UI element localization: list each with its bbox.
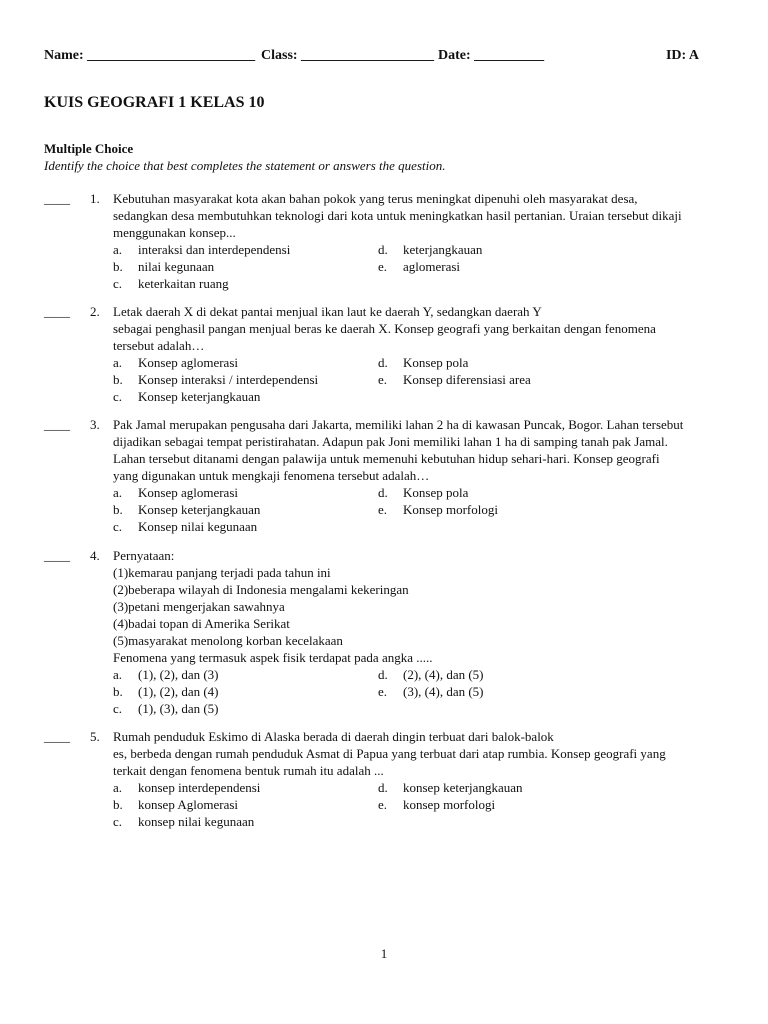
question-number: 5.: [90, 729, 100, 744]
choice-text: (1), (2), dan (4): [138, 684, 219, 699]
question-line: Pernyataan:: [113, 548, 175, 563]
choice-text: (1), (3), dan (5): [138, 701, 219, 716]
choice-c[interactable]: [113, 275, 229, 292]
choice-text: Konsep aglomerasi: [138, 355, 239, 370]
choice-letter: b.: [113, 259, 123, 274]
choice-letter: b.: [113, 502, 123, 517]
question-line: sebagai penghasil pangan menjual beras ke daerah X. Konsep geografi yang berkaitan dengan fenomena: [113, 321, 656, 336]
choice-b[interactable]: [113, 258, 214, 275]
choice-d[interactable]: [378, 666, 484, 683]
question-line: Lahan tersebut ditanami dengan palawija untuk memenuhi kebutuhan hidup sehari-hari. Konsep geografi: [113, 451, 660, 466]
page-title: KUIS GEOGRAFI 1 KELAS 10: [44, 94, 265, 111]
question-3: [44, 416, 724, 535]
answer-blank[interactable]: ____: [44, 304, 70, 319]
question-text: [113, 190, 724, 241]
question-line: Pak Jamal merupakan pengusaha dari Jakarta, memiliki lahan 2 ha di kawasan Puncak, Bogor. Lahan tersebut: [113, 417, 684, 432]
choice-text: konsep morfologi: [403, 797, 496, 812]
choice-letter: a.: [113, 242, 123, 257]
choice-a[interactable]: [113, 666, 219, 683]
question-line: terkait dengan fenomena bentuk rumah itu adalah ...: [113, 763, 384, 778]
date-field: Date: __________: [438, 48, 545, 63]
choice-text: konsep nilai kegunaan: [138, 814, 255, 829]
choice-a[interactable]: [113, 779, 260, 796]
question-line: Fenomena yang termasuk aspek fisik terdapat pada angka .....: [113, 650, 433, 665]
question-2: [44, 303, 724, 405]
question-number: 4.: [90, 548, 100, 563]
choice-text: konsep keterjangkauan: [403, 780, 523, 795]
choice-letter: b.: [113, 797, 123, 812]
question-number: 2.: [90, 304, 100, 319]
choice-letter: a.: [113, 667, 123, 682]
choice-letter: c.: [113, 814, 123, 829]
answer-blank[interactable]: ____: [44, 548, 70, 563]
question-line: es, berbeda dengan rumah penduduk Asmat di Papua yang terbuat dari atap rumbia. Konsep geografi yang: [113, 746, 666, 761]
choice-list: [113, 241, 724, 292]
question-number: 3.: [90, 417, 100, 432]
choice-text: (3), (4), dan (5): [403, 684, 484, 699]
choice-text: (2), (4), dan (5): [403, 667, 484, 682]
choice-e[interactable]: [378, 501, 498, 518]
choice-letter: c.: [113, 519, 123, 534]
question-line: (2)beberapa wilayah di Indonesia mengalami kekeringan: [113, 582, 409, 597]
question-line: yang digunakan untuk mengkaji fenomena tersebut adalah…: [113, 468, 430, 483]
question-line: sedangkan desa membutuhkan teknologi dari kota untuk meningkatkan hasil pertanian. Uraian tersebut dikaji: [113, 208, 682, 223]
question-line: (5)masyarakat menolong korban kecelakaan: [113, 633, 343, 648]
choice-letter: e.: [378, 684, 388, 699]
choice-c[interactable]: [113, 388, 260, 405]
choice-b[interactable]: [113, 501, 260, 518]
id-label: ID: A: [665, 48, 699, 63]
choice-text: Konsep aglomerasi: [138, 485, 239, 500]
choice-a[interactable]: [113, 241, 290, 258]
class-field: Class: ___________________: [261, 48, 435, 63]
choice-list: [113, 779, 724, 830]
choice-letter: b.: [113, 372, 123, 387]
choice-text: (1), (2), dan (3): [138, 667, 219, 682]
choice-letter: e.: [378, 797, 388, 812]
choice-letter: d.: [378, 667, 388, 682]
question-line: menggunakan konsep...: [113, 225, 236, 240]
choice-e[interactable]: [378, 258, 460, 275]
question-line: (4)badai topan di Amerika Serikat: [113, 616, 290, 631]
choice-a[interactable]: [113, 354, 238, 371]
choice-letter: d.: [378, 355, 388, 370]
choice-letter: e.: [378, 502, 388, 517]
name-field: Name: ________________________: [44, 48, 256, 63]
choice-letter: e.: [378, 259, 388, 274]
choice-text: Konsep keterjangkauan: [138, 502, 261, 517]
choice-text: keterjangkauan: [403, 242, 483, 257]
choice-letter: c.: [113, 389, 123, 404]
question-text: [113, 303, 724, 354]
choice-letter: d.: [378, 485, 388, 500]
choice-b[interactable]: [113, 371, 318, 388]
choice-letter: d.: [378, 780, 388, 795]
choice-b[interactable]: [113, 683, 219, 700]
choice-d[interactable]: [378, 241, 482, 258]
choice-text: Konsep diferensiasi area: [403, 372, 531, 387]
question-number: 1.: [90, 191, 100, 206]
choice-a[interactable]: [113, 484, 238, 501]
choice-letter: a.: [113, 780, 123, 795]
choice-b[interactable]: [113, 796, 238, 813]
choice-letter: b.: [113, 684, 123, 699]
choice-letter: c.: [113, 276, 123, 291]
choice-text: keterkaitan ruang: [138, 276, 229, 291]
choice-letter: a.: [113, 485, 123, 500]
question-line: dijadikan sebagai tempat peristirahatan. Adapun pak Joni memiliki lahan 1 ha di samping tanah pak Jamal.: [113, 434, 668, 449]
choice-c[interactable]: [113, 518, 257, 535]
choice-e[interactable]: [378, 683, 484, 700]
answer-blank[interactable]: ____: [44, 191, 70, 206]
choice-list: [113, 484, 724, 535]
choice-text: Konsep keterjangkauan: [138, 389, 261, 404]
question-line: (3)petani mengerjakan sawahnya: [113, 599, 285, 614]
choice-text: Konsep nilai kegunaan: [138, 519, 258, 534]
choice-c[interactable]: [113, 700, 219, 717]
choice-d[interactable]: [378, 484, 468, 501]
choice-text: interaksi dan interdependensi: [138, 242, 291, 257]
question-line: Letak daerah X di dekat pantai menjual ikan laut ke daerah Y, sedangkan daerah Y: [113, 304, 542, 319]
choice-letter: d.: [378, 242, 388, 257]
choice-text: Konsep morfologi: [403, 502, 498, 517]
question-5: [44, 728, 724, 830]
page-number: 1: [380, 946, 388, 961]
choice-text: konsep Aglomerasi: [138, 797, 239, 812]
choice-d[interactable]: [378, 779, 522, 796]
choice-text: Konsep pola: [403, 355, 469, 370]
choice-d[interactable]: [378, 354, 468, 371]
choice-list: [113, 666, 724, 717]
choice-letter: c.: [113, 701, 123, 716]
choice-text: konsep interdependensi: [138, 780, 261, 795]
choice-letter: a.: [113, 355, 123, 370]
choice-c[interactable]: [113, 813, 254, 830]
header: [44, 47, 724, 65]
choice-text: nilai kegunaan: [138, 259, 215, 274]
question-1: [44, 190, 724, 292]
question-line: tersebut adalah…: [113, 338, 205, 353]
question-text: [113, 728, 724, 779]
question-line: Rumah penduduk Eskimo di Alaska berada di daerah dingin terbuat dari balok-balok: [113, 729, 554, 744]
choice-text: Konsep interaksi / interdependensi: [138, 372, 319, 387]
choice-text: Konsep pola: [403, 485, 469, 500]
choice-text: aglomerasi: [403, 259, 461, 274]
section-title: Multiple Choice: [44, 141, 134, 156]
question-4: [44, 547, 724, 717]
question-text: [113, 547, 724, 666]
answer-blank[interactable]: ____: [44, 729, 70, 744]
choice-letter: e.: [378, 372, 388, 387]
question-text: [113, 416, 724, 484]
choice-e[interactable]: [378, 371, 531, 388]
section-instructions: Identify the choice that best completes the statement or answers the question.: [44, 158, 446, 173]
question-line: Kebutuhan masyarakat kota akan bahan pokok yang terus meningkat dipenuhi oleh masyarakat desa,: [113, 191, 638, 206]
choice-list: [113, 354, 724, 405]
choice-e[interactable]: [378, 796, 495, 813]
answer-blank[interactable]: ____: [44, 417, 70, 432]
question-line: (1)kemarau panjang terjadi pada tahun ini: [113, 565, 331, 580]
